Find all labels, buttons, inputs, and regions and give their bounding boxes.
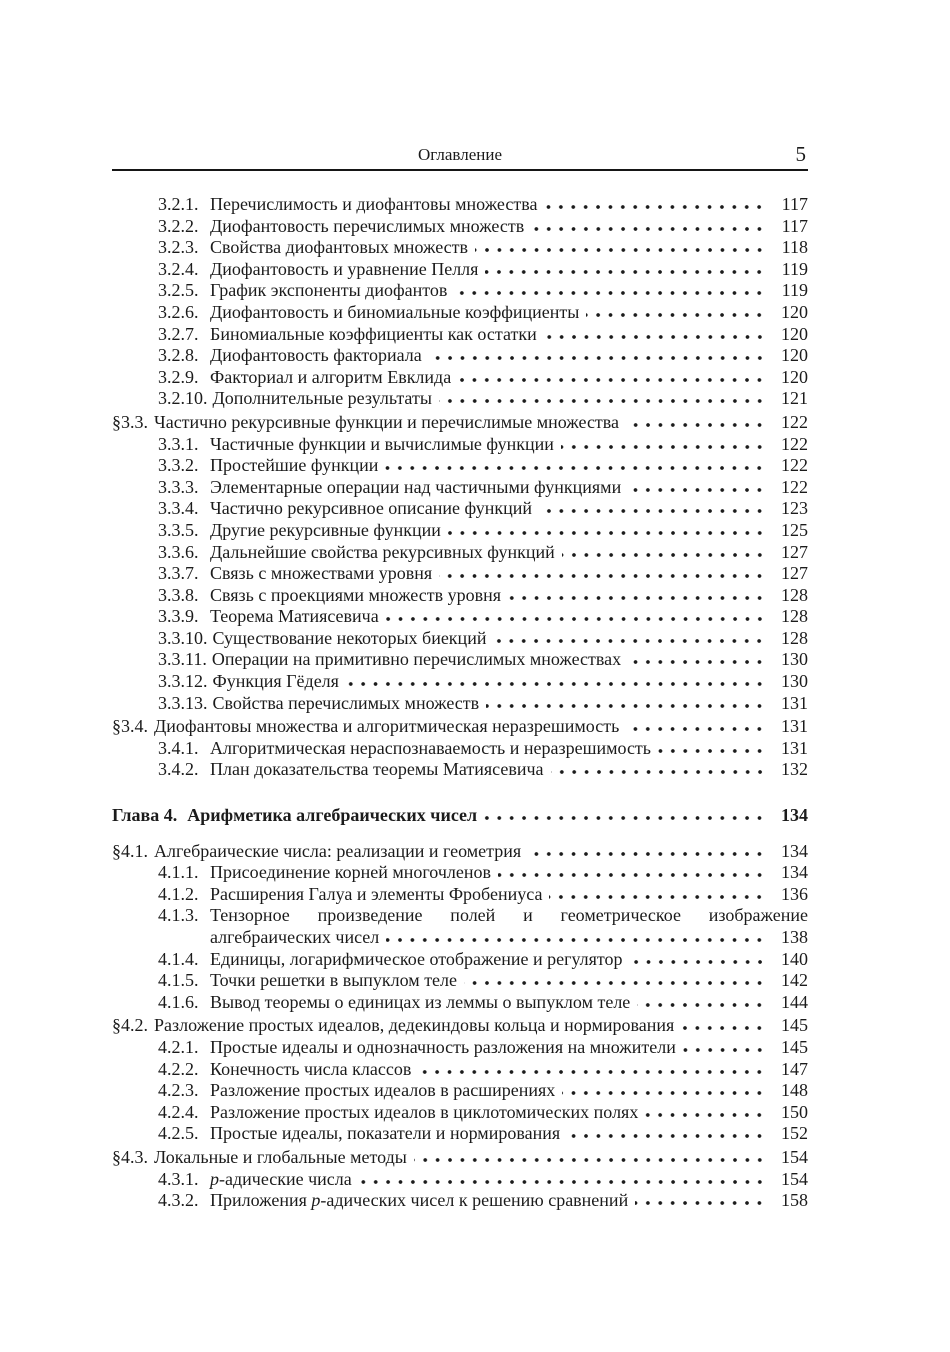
toc-entry-title: Существование некоторых биекций — [212, 627, 487, 648]
toc-entry-title: Факториал и алгоритм Евклида — [210, 366, 452, 387]
toc-entry — [112, 388, 808, 410]
toc-entry-page: 140 — [781, 948, 808, 969]
toc-entry-number: 3.2.8. — [158, 345, 199, 366]
dot-leader — [346, 674, 769, 687]
toc-entry-page: 122 — [781, 455, 808, 476]
dot-leader — [458, 370, 769, 383]
toc-title-segment: -адических чисел к решению сравнений — [320, 1190, 629, 1211]
toc-entry-number: 4.2.3. — [158, 1080, 199, 1101]
toc-entry — [112, 563, 808, 585]
toc-entry — [112, 1037, 808, 1059]
toc-entry-page: 136 — [781, 883, 808, 904]
toc-entry — [112, 345, 808, 367]
toc-entry — [112, 1123, 808, 1145]
toc-entry-number: 4.1.3. — [158, 905, 199, 926]
toc-entry-title: Арифметика алгебраических чисел — [187, 805, 478, 826]
toc-entry-number: 3.3.13. — [158, 692, 208, 713]
toc-entry-page: 147 — [781, 1058, 808, 1079]
toc-entry-page: 121 — [781, 388, 808, 409]
toc-entry — [112, 367, 808, 389]
toc-entry-number: 3.4.2. — [158, 759, 199, 780]
toc-entry-title: Простейшие функции — [210, 455, 379, 476]
toc-entry-page: 122 — [781, 433, 808, 454]
dot-leader — [486, 696, 769, 709]
toc-entry-number: 3.3.12. — [158, 671, 208, 692]
toc-entry-title: Простые идеалы и однозначность разложения на множители — [210, 1036, 676, 1057]
toc-entry-title: Простые идеалы, показатели и нормирования — [210, 1123, 561, 1144]
toc-entry-title: Конечность числа классов — [210, 1058, 412, 1079]
toc-entry-page: 158 — [781, 1190, 808, 1211]
toc-entry — [112, 716, 808, 738]
toc-entry — [112, 585, 808, 607]
toc-entry-page: 122 — [781, 476, 808, 497]
toc-entry-page: 119 — [781, 258, 808, 279]
toc-entry-title: Вывод теоремы о единицах из леммы о выпуклом теле — [210, 991, 631, 1012]
toc-entry-number: 4.2.2. — [158, 1058, 199, 1079]
toc-entry — [112, 759, 808, 781]
toc-entry — [112, 477, 808, 499]
toc-entry — [112, 992, 808, 1014]
page-content — [112, 144, 808, 1212]
toc-entry-page: 138 — [781, 927, 808, 947]
toc-entry-page: 148 — [781, 1080, 808, 1101]
toc-entry-title: Алгебраические числа: реализации и геометрия — [154, 840, 522, 861]
toc-entry-title: Перечислимость и диофантовы множества — [210, 194, 538, 214]
toc-entry — [112, 520, 808, 542]
toc-title-italic-segment: p — [210, 1168, 219, 1189]
toc-entry-page: 132 — [781, 759, 808, 780]
toc-entry-page: 125 — [781, 519, 808, 540]
toc-entry-number: 4.2.4. — [158, 1101, 199, 1122]
toc-entry-title — [210, 1169, 352, 1191]
dot-leader — [628, 652, 769, 665]
toc-entry-title: График экспоненты диофантов — [210, 280, 448, 301]
dot-leader — [626, 415, 769, 428]
toc-entry-title: Частично рекурсивные функции и перечислимые множества — [154, 411, 620, 432]
running-header-title: Оглавление — [418, 145, 502, 164]
toc-entry-title: Дальнейшие свойства рекурсивных функций — [210, 541, 555, 562]
dot-leader — [429, 348, 769, 361]
toc-entry — [112, 671, 808, 693]
toc-entry-title: Операции на примитивно перечислимых множествах — [211, 649, 622, 670]
toc-entry-page: 130 — [781, 671, 808, 692]
toc-entry — [112, 805, 808, 827]
toc-entry-number: 3.2.1. — [158, 194, 199, 214]
toc-entry — [112, 1169, 808, 1191]
dot-leader — [464, 973, 769, 986]
dot-leader — [586, 305, 769, 318]
toc-entry-page: 127 — [781, 541, 808, 562]
toc-entry — [112, 1190, 808, 1212]
toc-entry-title: План доказательства теоремы Матиясевича — [210, 759, 544, 780]
dot-leader — [531, 219, 769, 232]
toc-entry-number: §4.2. — [112, 1015, 148, 1036]
toc-entry-title: Локальные и глобальные методы — [154, 1146, 407, 1167]
dot-leader — [544, 327, 769, 340]
toc-entry-page: 131 — [781, 716, 808, 737]
toc-entry-title: Разложение простых идеалов в расширениях — [210, 1080, 556, 1101]
toc-entry-title: алгебраических чисел — [210, 927, 380, 947]
toc-entry-number: 3.2.2. — [158, 215, 199, 236]
dot-leader — [528, 844, 769, 857]
toc-entry-title: Частичные функции и вычислимые функции — [210, 433, 554, 454]
toc-entry-page: 120 — [781, 301, 808, 322]
dot-leader — [645, 1105, 769, 1118]
running-header — [112, 144, 808, 171]
toc-entry-number: 4.3.1. — [158, 1168, 199, 1189]
toc-entry — [112, 649, 808, 671]
toc-entry — [112, 237, 808, 259]
toc-entry-number: 3.3.5. — [158, 519, 199, 540]
toc-title-segment: -адические числа — [219, 1168, 352, 1189]
dot-leader — [551, 762, 769, 775]
toc-entry-number: 4.2.1. — [158, 1036, 199, 1057]
toc-entry-number: §4.3. — [112, 1146, 148, 1167]
toc-entry — [112, 905, 808, 927]
toc-entry-page: 120 — [781, 323, 808, 344]
toc-entry-page: 117 — [781, 215, 808, 236]
dot-leader — [626, 719, 769, 732]
toc-entry-number: 3.2.7. — [158, 323, 199, 344]
toc-entry-page: 117 — [781, 194, 808, 214]
toc-entry-title: Связь с проекциями множеств уровня — [210, 584, 501, 605]
toc-entry — [112, 970, 808, 992]
toc-entry — [112, 455, 808, 477]
toc-entry-page: 118 — [781, 237, 808, 258]
toc-entry-number: 4.2.5. — [158, 1123, 199, 1144]
toc-entry-page: 120 — [781, 366, 808, 387]
toc-entry-number: §3.4. — [112, 716, 148, 737]
toc-entry-number: 4.1.1. — [158, 862, 199, 883]
dot-leader — [681, 1018, 769, 1031]
toc-entry — [112, 434, 808, 456]
toc-entry — [112, 884, 808, 906]
dot-leader — [439, 391, 769, 404]
toc-entry-title: Единицы, логарифмическое отображение и регулятор — [210, 948, 623, 969]
dot-leader — [562, 1083, 769, 1096]
toc-entry-page: 127 — [781, 563, 808, 584]
toc-entry — [112, 1059, 808, 1081]
toc-entry-title: Дополнительные результаты — [212, 388, 432, 409]
dot-leader — [418, 1062, 769, 1075]
toc-title-segment: Приложения — [210, 1190, 312, 1211]
dot-leader — [567, 1126, 769, 1139]
toc-entry-number: 3.3.4. — [158, 498, 199, 519]
toc-entry-number: 3.4.1. — [158, 737, 199, 758]
toc-entry-page: 122 — [781, 411, 808, 432]
toc-entry-number: 3.3.2. — [158, 455, 199, 476]
toc-entry-title: Точки решетки в выпуклом теле — [210, 970, 458, 991]
dot-leader — [359, 1172, 769, 1185]
dot-leader — [448, 523, 769, 536]
dot-leader — [658, 741, 769, 754]
toc-entry-page: 134 — [781, 805, 808, 826]
toc-entry — [112, 1080, 808, 1102]
dot-leader — [484, 808, 769, 821]
toc-entry-number: Глава 4. — [112, 805, 178, 826]
toc-entry — [112, 280, 808, 302]
toc-entry-title: Свойства перечислимых множеств — [212, 692, 480, 713]
toc-entry-number: 3.3.3. — [158, 476, 199, 497]
toc-entry — [112, 412, 808, 434]
toc-entry-page: 123 — [781, 498, 808, 519]
toc-entry-title — [210, 1190, 628, 1212]
dot-leader — [628, 480, 769, 493]
toc-entry — [112, 949, 808, 971]
toc-entry — [112, 693, 808, 715]
toc-entry-title: Присоединение корней многочленов — [210, 862, 491, 883]
toc-entry — [112, 259, 808, 281]
dot-leader — [385, 458, 769, 471]
toc-entry — [112, 1102, 808, 1124]
toc-entry-number: 3.2.5. — [158, 280, 199, 301]
toc-entry — [112, 498, 808, 520]
toc-entry-title: Алгоритмическая нераспознаваемость и неразрешимость — [210, 737, 652, 758]
dot-leader — [439, 566, 769, 579]
toc-entry-number: 4.3.2. — [158, 1190, 199, 1211]
dot-leader — [498, 865, 769, 878]
dot-leader — [539, 501, 769, 514]
dot-leader — [493, 631, 769, 644]
toc-entry — [112, 302, 808, 324]
toc-entry-page: 142 — [781, 970, 808, 991]
dot-leader — [549, 887, 769, 900]
toc-entry-page: 131 — [781, 737, 808, 758]
toc-entry-number: 3.3.9. — [158, 606, 199, 627]
toc-entry — [112, 1015, 808, 1037]
folio-page-number: 5 — [795, 142, 806, 166]
dot-leader — [454, 283, 769, 296]
toc-entry-title: Элементарные операции над частичными функциями — [210, 476, 622, 497]
toc-entry — [112, 1147, 808, 1169]
dot-leader — [544, 197, 769, 210]
toc-entry-number: 3.2.4. — [158, 258, 199, 279]
toc-entry-page: 134 — [781, 840, 808, 861]
dot-leader — [414, 1150, 769, 1163]
toc-entry-number: 3.3.10. — [158, 627, 208, 648]
toc-entry — [112, 738, 808, 760]
toc-entry-number: 3.3.1. — [158, 433, 199, 454]
toc-entry-title: Разложение простых идеалов, дедекиндовы кольца и нормирования — [154, 1015, 675, 1036]
toc-entry-page: 128 — [781, 627, 808, 648]
toc-entry-title: Диофантовость и биномиальные коэффициенты — [210, 301, 580, 322]
toc-entry-number: 3.3.11. — [158, 649, 207, 670]
toc-entry — [112, 194, 808, 216]
toc-entry-title: Связь с множествами уровня — [210, 563, 433, 584]
toc-entry-number: 4.1.5. — [158, 970, 199, 991]
dot-leader — [485, 262, 769, 275]
toc-entry-page: 128 — [781, 606, 808, 627]
toc-entry-title: Частично рекурсивное описание функций — [210, 498, 533, 519]
toc-entry — [112, 324, 808, 346]
toc-entry — [112, 606, 808, 628]
dot-leader — [683, 1040, 769, 1053]
toc-entry-number: 3.3.7. — [158, 563, 199, 584]
toc-entry-page: 120 — [781, 345, 808, 366]
dot-leader — [562, 545, 769, 558]
dot-leader — [475, 240, 769, 253]
toc-entry-page: 154 — [781, 1168, 808, 1189]
dot-leader — [386, 930, 769, 943]
toc-title-italic-segment: p — [311, 1190, 321, 1211]
toc-entry-number: 3.2.6. — [158, 301, 199, 322]
dot-leader — [630, 952, 769, 965]
toc-entry-number: §3.3. — [112, 411, 148, 432]
toc-entry-title: Свойства диофантовых множеств — [210, 237, 468, 258]
toc-entry-page: 145 — [781, 1036, 808, 1057]
toc-entry — [112, 542, 808, 564]
toc-list — [112, 194, 808, 1212]
toc-entry-number: 4.1.4. — [158, 948, 199, 969]
toc-entry-title: Другие рекурсивные функции — [210, 519, 441, 540]
toc-entry-title-line1: Тензорное произведение полей и геометрическое изображение — [210, 905, 808, 926]
toc-entry-title: Биномиальные коэффициенты как остатки — [210, 323, 537, 344]
toc-entry-number: 3.2.10. — [158, 388, 208, 409]
toc-entry-page: 131 — [781, 692, 808, 713]
toc-entry-page: 152 — [781, 1123, 808, 1144]
toc-entry-title: Диофантовы множества и алгоритмическая неразрешимость — [154, 716, 620, 737]
toc-entry — [112, 841, 808, 863]
toc-entry-number: 3.3.6. — [158, 541, 199, 562]
toc-entry-page: 128 — [781, 584, 808, 605]
toc-entry-title: Расширения Галуа и элементы Фробениуса — [210, 883, 543, 904]
toc-entry-page: 130 — [781, 649, 808, 670]
toc-entry-page: 119 — [781, 280, 808, 301]
toc-entry-number: 4.1.6. — [158, 991, 199, 1012]
dot-leader — [637, 995, 769, 1008]
toc-entry-number: 3.2.9. — [158, 366, 199, 387]
toc-entry — [112, 862, 808, 884]
toc-entry-number: §4.1. — [112, 840, 148, 861]
dot-leader — [635, 1193, 769, 1206]
toc-entry-page: 144 — [781, 991, 808, 1012]
toc-entry-title: Диофантовость перечислимых множеств — [210, 215, 525, 236]
toc-entry-page: 150 — [781, 1101, 808, 1122]
toc-entry-page: 134 — [781, 862, 808, 883]
toc-entry-number: 3.2.3. — [158, 237, 199, 258]
dot-leader — [508, 588, 769, 601]
toc-entry-title: Диофантовость и уравнение Пелля — [210, 258, 479, 279]
toc-entry-page: 154 — [781, 1146, 808, 1167]
toc-entry-title: Разложение простых идеалов в циклотомических полях — [210, 1101, 639, 1122]
toc-entry-page: 145 — [781, 1015, 808, 1036]
toc-entry-title: Теорема Матиясевича — [210, 606, 379, 627]
toc-entry-title: Диофантовость факториала — [210, 345, 422, 366]
toc-entry — [112, 927, 808, 949]
toc-entry-title: Функция Гёделя — [212, 671, 339, 692]
toc-entry — [112, 216, 808, 238]
toc-entry-number: 3.3.8. — [158, 584, 199, 605]
dot-leader — [561, 437, 769, 450]
dot-leader — [386, 609, 769, 622]
toc-entry — [112, 628, 808, 650]
toc-entry-number: 4.1.2. — [158, 883, 199, 904]
